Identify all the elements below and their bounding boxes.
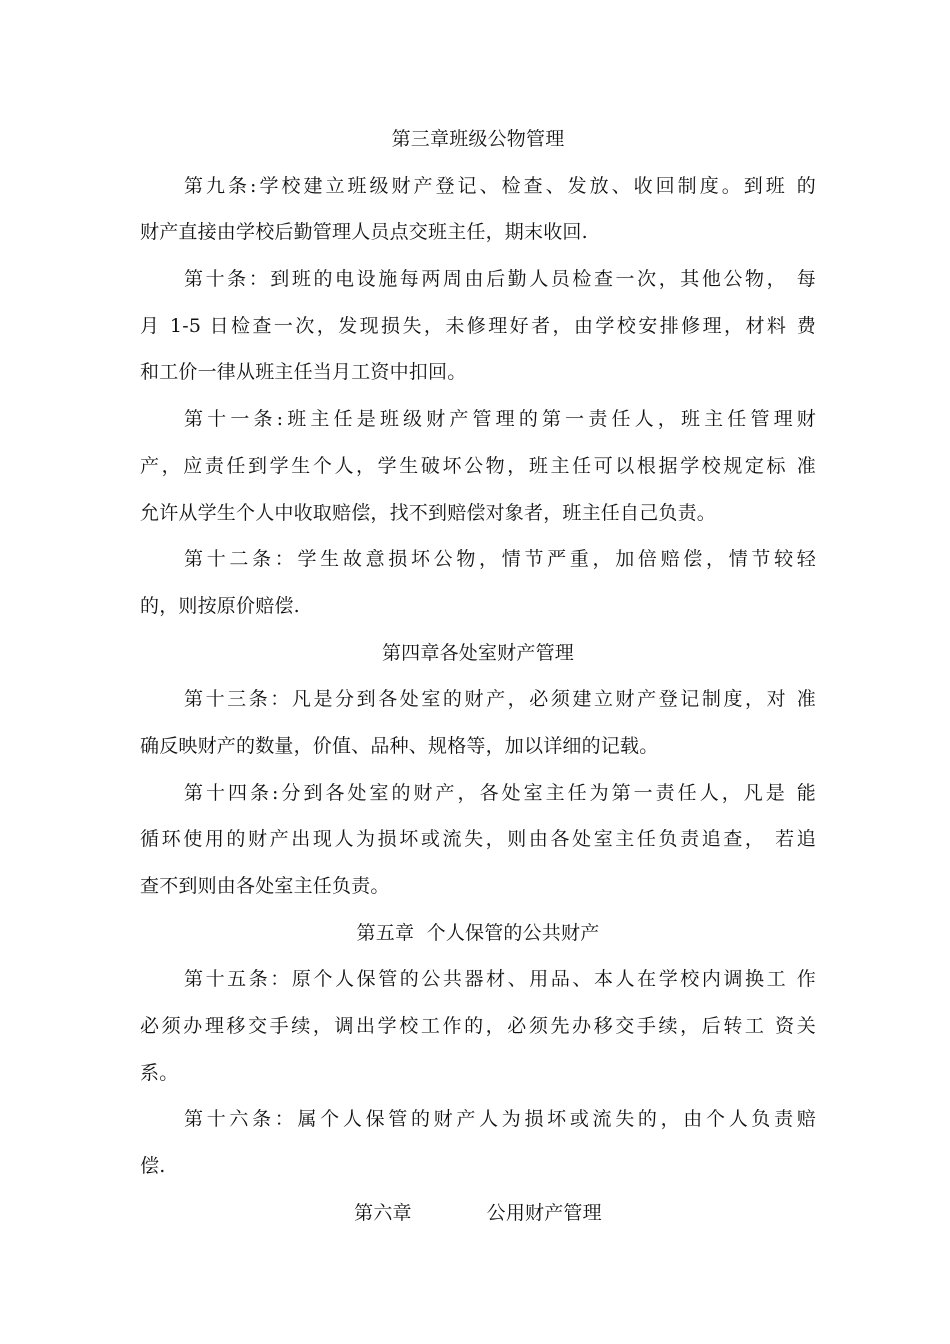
article-9-line-2: 财产直接由学校后勤管理人员点交班主任，期末收回. <box>140 221 588 244</box>
article-11-line-3: 允许从学生个人中收取赔偿，找不到赔偿对象者，班主任自己负责。 <box>140 501 717 524</box>
article-12-line-1: 第十二条：学生故意损坏公物，情节严重，加倍赔偿，情节较轻 <box>184 548 816 571</box>
article-16-line-2: 偿. <box>140 1155 166 1178</box>
article-15-line-1: 第十五条：原个人保管的公共器材、用品、本人在学校内调换工 作 <box>184 968 816 991</box>
document-page <box>140 116 816 1237</box>
chapter-heading-6: 第六章 公用财产管理 <box>354 1201 602 1224</box>
article-14-line-1: 第十四条:分到各处室的财产，各处室主任为第一责任人，凡是 能 <box>184 781 816 804</box>
article-10-line-2: 月 1-5 日检查一次，发现损失，未修理好者，由学校安排修理，材料 费 <box>140 314 816 337</box>
chapter-heading-5: 第五章 个人保管的公共财产 <box>356 921 600 944</box>
article-15-line-3: 系。 <box>140 1061 179 1084</box>
article-14-line-3: 查不到则由各处室主任负责。 <box>140 875 390 897</box>
article-10-line-3: 和工价一律从班主任当月工资中扣回。 <box>140 361 467 384</box>
article-13-line-2: 确反映财产的数量，价值、品种、规格等，加以详细的记载。 <box>140 734 659 757</box>
article-15-line-2: 必须办理移交手续，调出学校工作的，必须先办移交手续，后转工 资关 <box>140 1015 816 1038</box>
article-12-line-2: 的，则按原价赔偿. <box>140 594 300 617</box>
article-14-line-2: 循环使用的财产出现人为损坏或流失，则由各处室主任负责追查， 若追 <box>140 828 816 851</box>
chapter-heading-4: 第四章各处室财产管理 <box>381 641 574 664</box>
article-11-line-2: 产，应责任到学生个人，学生破坏公物，班主任可以根据学校规定标 准 <box>140 454 816 477</box>
article-9-line-1: 第九条:学校建立班级财产登记、检查、发放、收回制度。到班 的 <box>184 174 816 197</box>
article-13-line-1: 第十三条：凡是分到各处室的财产，必须建立财产登记制度，对 准 <box>184 688 816 711</box>
article-11-line-1: 第十一条:班主任是班级财产管理的第一责任人，班主任管理财 <box>184 408 816 431</box>
article-16-line-1: 第十六条：属个人保管的财产人为损坏或流失的，由个人负责赔 <box>184 1108 816 1131</box>
article-10-line-1: 第十条：到班的电设施每两周由后勤人员检查一次，其他公物， 每 <box>184 268 816 291</box>
chapter-heading-3: 第三章班级公物管理 <box>391 128 565 150</box>
